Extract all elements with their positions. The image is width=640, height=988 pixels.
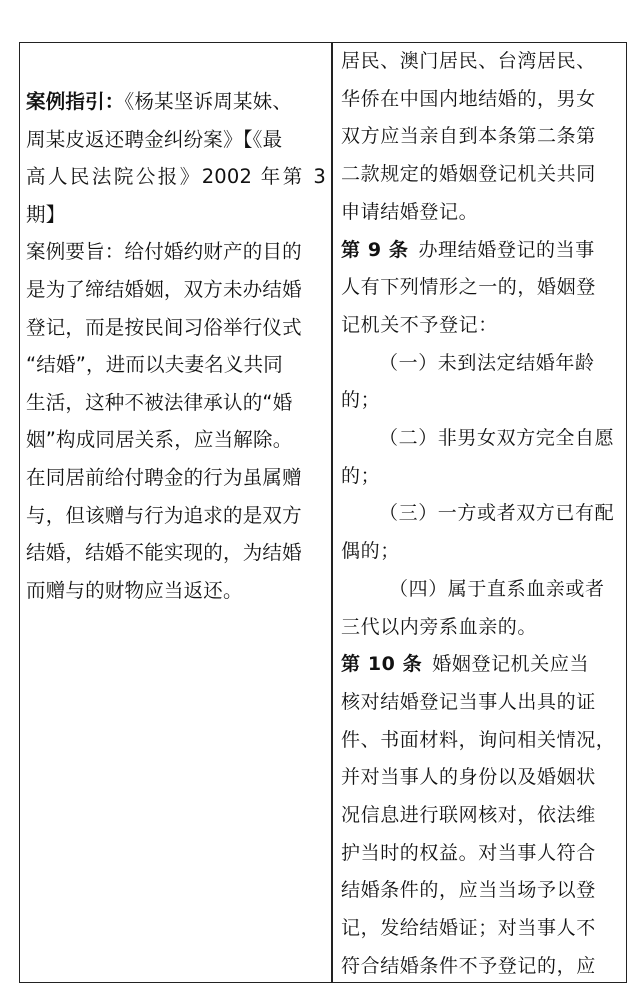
left-line: 生活，这种不被法律承认的“婚 bbox=[26, 390, 293, 414]
right-line: 居民、澳门居民、台湾居民、 bbox=[341, 50, 596, 72]
right-line: 记，发给结婚证；对当事人不 bbox=[341, 917, 596, 940]
right-text: 婚姻登记机关应当 bbox=[432, 653, 590, 676]
right-line: （三）一方或者双方已有配 bbox=[379, 502, 615, 525]
right-line: 记机关不予登记： bbox=[341, 313, 498, 336]
left-line: 与，但该赠与行为追求的是双方 bbox=[26, 503, 302, 527]
left-line: 是为了缔结婚姻，双方未办结婚 bbox=[26, 277, 302, 301]
left-line: 而赠与的财物应当返还。 bbox=[26, 578, 243, 602]
case-guidance-column bbox=[26, 83, 326, 609]
left-line: 周某皮返还聘金纠纷案》【《最 bbox=[26, 127, 283, 151]
case-guidance-label: 案例指引： bbox=[26, 90, 125, 113]
left-text: 《杨某坚诉周某妹、 bbox=[124, 90, 293, 113]
right-line: 申请结婚登记。 bbox=[341, 200, 479, 223]
article-10-label: 第 10 条 bbox=[341, 653, 423, 676]
right-line: 况信息进行联网核对，依法维 bbox=[341, 804, 596, 827]
right-text: 办理结婚登记的当事 bbox=[418, 238, 595, 261]
column-divider bbox=[331, 43, 333, 982]
right-line: 件、书面材料，询问相关情况， bbox=[341, 728, 616, 751]
article-10-line bbox=[341, 646, 623, 684]
article-9-label: 第 9 条 bbox=[341, 238, 409, 261]
right-line: 护当时的权益。对当事人符合 bbox=[341, 841, 596, 864]
left-line: 在同居前给付聘金的行为虽属赠 bbox=[26, 465, 302, 489]
right-line: 的； bbox=[341, 464, 381, 487]
left-line bbox=[26, 83, 326, 121]
right-line: 双方应当亲自到本条第二条第 bbox=[341, 125, 596, 148]
right-line: 符合结婚条件不予登记的，应 bbox=[341, 954, 596, 977]
right-line: 人有下列情形之一的，婚姻登 bbox=[341, 276, 596, 299]
left-line: 高人民法院公报》2002 年第 3 期】 bbox=[26, 165, 326, 226]
right-line: 偶的； bbox=[341, 540, 400, 563]
right-line: 二款规定的婚姻登记机关共同 bbox=[341, 163, 596, 186]
right-line: （二）非男女双方完全自愿 bbox=[379, 427, 615, 450]
article-9-line bbox=[341, 232, 623, 270]
left-line: 结婚，结婚不能实现的，为结婚 bbox=[26, 541, 302, 565]
right-line: （一）未到法定结婚年龄 bbox=[379, 351, 595, 374]
left-line: 登记，而是按民间习俗举行仪式 bbox=[26, 315, 302, 339]
left-line: 案例要旨：给付婚约财产的目的 bbox=[26, 240, 302, 264]
right-line: 结婚条件的，应当当场予以登 bbox=[341, 879, 596, 902]
statute-column bbox=[341, 43, 623, 986]
right-line: 的； bbox=[341, 389, 381, 412]
right-line: 核对结婚登记当事人出具的证 bbox=[341, 690, 596, 713]
right-line: 并对当事人的身份以及婚姻状 bbox=[341, 766, 596, 789]
left-line: “结婚”，进而以夫妻名义共同 bbox=[26, 353, 284, 377]
left-line: 姻”构成同居关系，应当解除。 bbox=[26, 428, 293, 452]
two-column-table bbox=[19, 42, 627, 983]
right-line: 三代以内旁系血亲的。 bbox=[341, 615, 538, 638]
right-line: （四）属于直系血亲或者 bbox=[389, 577, 605, 600]
right-line: 华侨在中国内地结婚的，男女 bbox=[341, 87, 596, 110]
